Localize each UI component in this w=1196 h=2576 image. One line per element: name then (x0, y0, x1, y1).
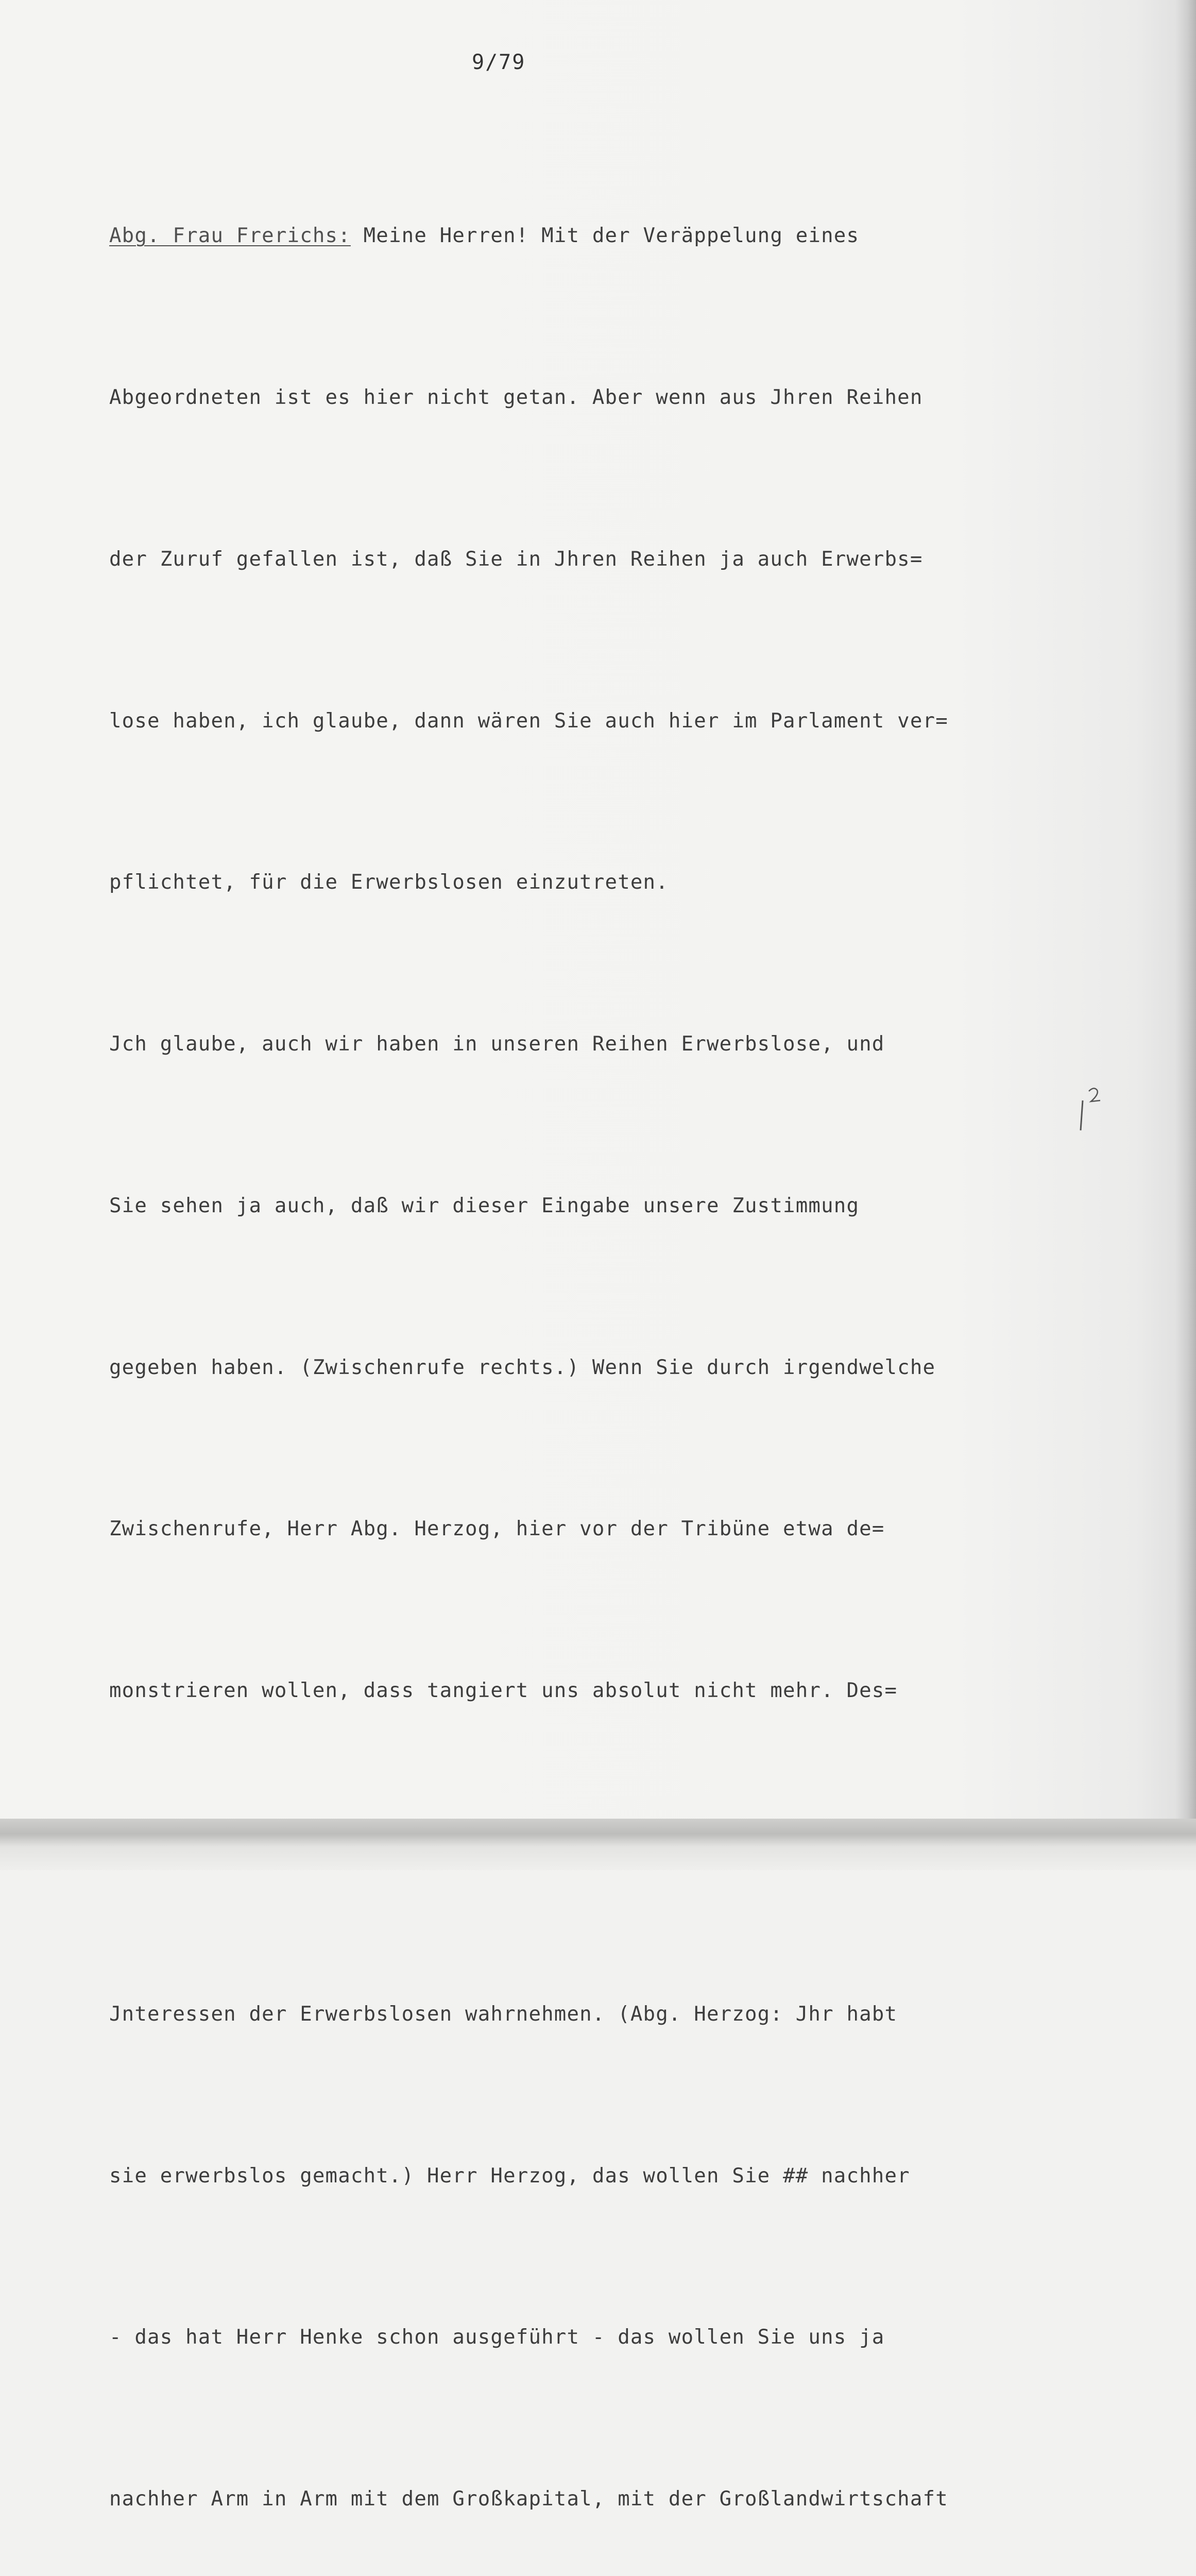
transcript-line-5: pflichtet, für die Erwerbslosen einzutreten. (109, 871, 669, 894)
transcript-line-4: lose haben, ich glaube, dann wären Sie auch hier im Parlament ver= (109, 709, 948, 733)
transcript-line-14: - das hat Herr Henke schon ausgeführt - das wollen Sie uns ja (109, 2326, 885, 2349)
transcript-line-15: nachher Arm in Arm mit dem Großkapital, mit der Großlandwirtschaft (109, 2487, 948, 2511)
transcript-line-6: Jch glaube, auch wir haben in unseren Reihen Erwerbslose, und (109, 1032, 885, 1056)
scan-bottom-edge (0, 1819, 1196, 1870)
transcript-line-3: der Zuruf gefallen ist, daß Sie in Jhren Reihen ja auch Erwerbs= (109, 547, 923, 571)
transcript-line-13: sie erwerbslos gemacht.) Herr Herzog, das wollen Sie ## nachher (109, 2164, 910, 2188)
page-number: 9/79 (472, 50, 526, 74)
handwritten-mark (1073, 1085, 1104, 1131)
transcript-line-7: Sie sehen ja auch, daß wir dieser Eingabe unsere Zustimmung (109, 1194, 860, 1217)
transcript-line-9: Zwischenrufe, Herr Abg. Herzog, hier vor der Tribüne etwa de= (109, 1517, 885, 1541)
transcript-line-12: Jnteressen der Erwerbslosen wahrnehmen. (Abg. Herzog: Jhr habt (109, 2002, 898, 2026)
speech-transcript (109, 101, 1181, 2576)
transcript-line-10: monstrieren wollen, dass tangiert uns absolut nicht mehr. Des= (109, 1679, 898, 1703)
transcript-line-2: Abgeordneten ist es hier nicht getan. Aber wenn aus Jhren Reihen (109, 385, 923, 409)
line-text: Meine Herren! Mit der Veräppelung eines (350, 224, 860, 248)
transcript-line-1 (109, 209, 1181, 263)
speaker-label: Abg. Frau Frerichs: (109, 224, 351, 248)
transcript-line-8: gegeben haben. (Zwischenrufe rechts.) Wenn Sie durch irgendwelche (109, 1355, 936, 1379)
